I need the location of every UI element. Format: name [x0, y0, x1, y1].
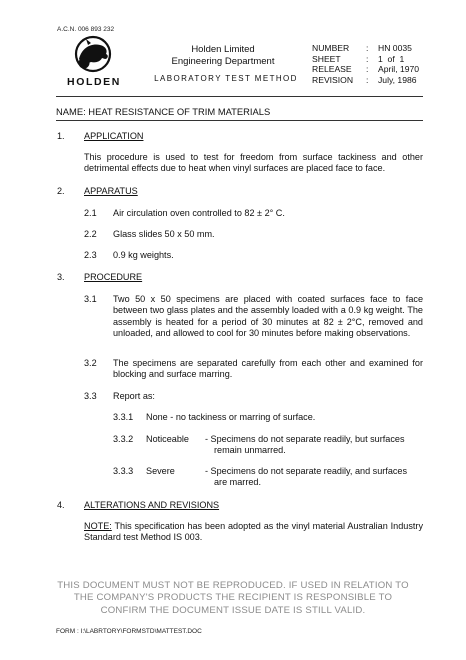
- procedure-step: Two 50 x 50 specimens are placed with coated surfaces face to face between two glass plates and the assembly loaded with a 0.9 kg weight. The assembly is heated for a period of 30 minutes at 82 ± 2°C, removed and unloaded, and allowed to cool for 30 minutes before making observations.: [113, 294, 423, 339]
- document-name: NAME: HEAT RESISTANCE OF TRIM MATERIALS: [56, 106, 271, 117]
- company-block: [148, 44, 298, 68]
- meta-sep: :: [366, 74, 369, 85]
- meta-value: July, 1986: [378, 74, 417, 85]
- item-number: 3.3: [84, 391, 97, 401]
- rating-desc-continuation: are marred.: [214, 477, 262, 488]
- procedure-step: Report as:: [113, 391, 155, 401]
- item-number: 3.2: [84, 358, 97, 368]
- section-number: 1.: [57, 131, 65, 141]
- item-number: 2.3: [84, 250, 97, 260]
- meta-sep: :: [366, 43, 369, 53]
- rating-number: 3.3.2: [113, 434, 134, 444]
- rating-number: 3.3.1: [113, 412, 134, 422]
- rating-none: None - no tackiness or marring of surface.: [146, 412, 316, 422]
- meta-row-revision: [312, 75, 419, 86]
- apparatus-item: Air circulation oven controlled to 82 ± 2° C.: [113, 208, 285, 218]
- alterations-note: [84, 521, 423, 544]
- section-number: 4.: [57, 500, 65, 510]
- meta-sep: :: [366, 64, 369, 75]
- application-text: This procedure is used to test for freedom from surface tackiness and other detrimental effects due to heat when vinyl surfaces are placed face to face.: [84, 152, 423, 174]
- item-number: 2.1: [84, 208, 97, 218]
- section-number: 3.: [57, 272, 65, 282]
- note-label: NOTE:: [84, 521, 112, 531]
- form-path: FORM : I:\LABRTORY\FORMSTD\MATTEST.DOC: [56, 628, 202, 635]
- meta-key: NUMBER: [312, 43, 350, 53]
- notice-line: CONFIRM THE DOCUMENT ISSUE DATE IS STILL VALID.: [100, 604, 366, 616]
- holden-wordmark: HOLDEN: [67, 76, 121, 88]
- meta-key: SHEET: [312, 53, 341, 64]
- note-text: This specification has been adopted as the vinyl material Australian Industry Standard test Method IS 003.: [84, 521, 423, 543]
- procedure-step: The specimens are separated carefully from each other and examined for blocking and surface marring.: [113, 358, 423, 380]
- rating-description: [205, 466, 425, 489]
- section-title-application: APPLICATION: [84, 131, 144, 141]
- document-meta-table: [312, 43, 419, 85]
- section-title-apparatus: APPARATUS: [84, 186, 138, 196]
- rating-number: 3.3.3: [113, 466, 134, 476]
- rating-desc-line: - Specimens do not separate readily, and surfaces: [205, 466, 408, 476]
- meta-row-release: [312, 64, 419, 75]
- document-type: LABORATORY TEST METHOD: [154, 74, 298, 83]
- department-name: Engineering Department: [171, 56, 275, 67]
- name-divider: [56, 120, 423, 121]
- reproduction-notice: [40, 580, 426, 617]
- header-divider: [56, 96, 423, 97]
- meta-value: 1 of 1: [378, 53, 405, 64]
- rating-desc-line: - Specimens do not separate readily, but surfaces: [205, 434, 405, 444]
- rating-label: Noticeable: [146, 434, 189, 444]
- meta-row-sheet: [312, 54, 419, 65]
- apparatus-item: 0.9 kg weights.: [113, 250, 174, 260]
- meta-value: HN 0035: [378, 43, 412, 53]
- meta-row-number: [312, 43, 419, 54]
- rating-desc-continuation: remain unmarred.: [214, 445, 286, 456]
- company-name: Holden Limited: [191, 44, 255, 55]
- section-title-alterations: ALTERATIONS AND REVISIONS: [84, 500, 220, 510]
- item-number: 2.2: [84, 229, 97, 239]
- meta-sep: :: [366, 53, 369, 64]
- item-number: 3.1: [84, 294, 97, 304]
- apparatus-item: Glass slides 50 x 50 mm.: [113, 229, 215, 239]
- notice-line: THE COMPANY'S PRODUCTS THE RECIPIENT IS RESPONSIBLE TO: [73, 592, 393, 604]
- meta-value: April, 1970: [378, 64, 420, 75]
- meta-key: RELEASE: [312, 64, 352, 75]
- notice-line: THIS DOCUMENT MUST NOT BE REPRODUCED. IF USED IN RELATION TO: [57, 580, 409, 591]
- section-title-procedure: PROCEDURE: [84, 272, 143, 282]
- rating-label: Severe: [146, 466, 175, 476]
- meta-key: REVISION: [312, 74, 354, 85]
- rating-description: [205, 434, 425, 457]
- section-number: 2.: [57, 186, 65, 196]
- acn-number: A.C.N. 006 893 232: [57, 26, 115, 33]
